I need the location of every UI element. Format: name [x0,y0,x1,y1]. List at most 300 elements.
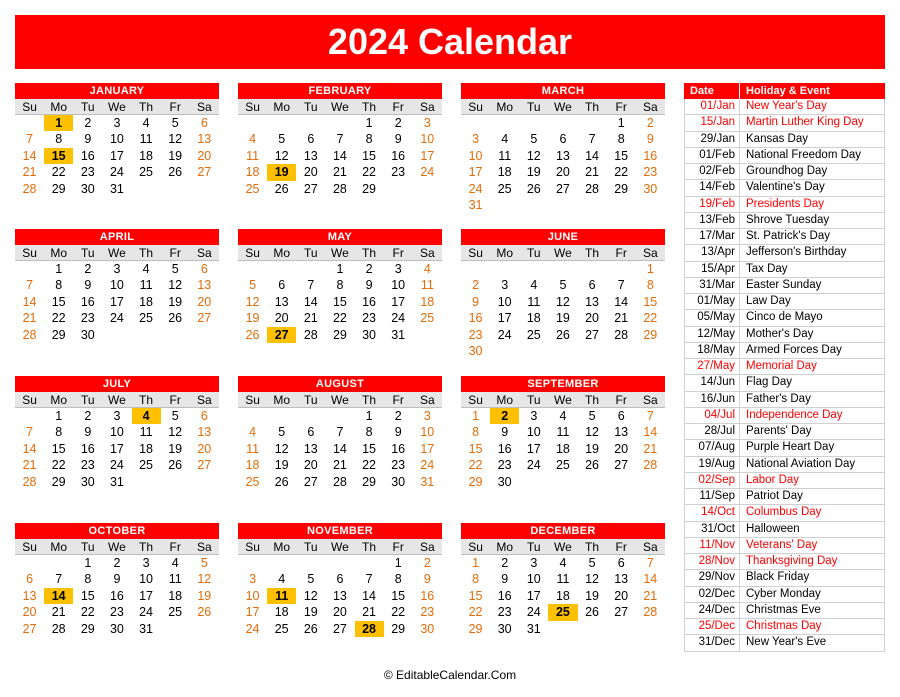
empty-day-cell [461,115,490,131]
week-row [461,131,665,147]
day-cell: 3 [472,132,480,147]
day-cell: 26 [555,327,570,342]
holiday-row [684,505,885,521]
empty-day-cell [15,555,44,571]
weekday-label: We [331,540,349,554]
holiday-date: 19/Feb [684,197,740,212]
weekday-label: Tu [304,246,318,260]
day-cell: 26 [585,458,600,473]
day-cell: 15 [51,294,66,309]
day-cell: 4 [171,556,179,570]
holiday-name: National Aviation Day [740,457,885,472]
day-cell: 23 [109,605,124,620]
empty-day-cell [161,181,190,197]
weekday-label: Tu [527,246,541,260]
day-cell: 20 [22,605,37,620]
day-cell: 27 [22,621,37,636]
day-cell: 25 [555,458,570,473]
day-cell: 5 [249,278,257,293]
day-cell: 15 [362,148,377,163]
weekday-label: Su [468,246,483,260]
day-cell: 18 [420,294,435,309]
day-cell: 27 [303,474,318,489]
weekday-label: Sa [642,100,658,114]
holiday-name: Parents' Day [740,424,885,439]
day-cell: 12 [168,132,183,147]
weekday-label: Tu [304,100,318,114]
weekday-label: Sa [196,393,212,407]
day-cell: 17 [526,588,541,603]
weekday-label: Sa [419,100,435,114]
month-title: JUNE [461,229,665,245]
empty-day-cell [578,261,607,277]
week-row [15,261,219,277]
day-cell: 13 [332,588,347,603]
weekday-label: Th [362,540,377,554]
day-cell: 15 [643,294,658,309]
week-row [461,310,665,326]
day-cell: 12 [585,572,600,587]
weekday-label: Fr [169,246,181,260]
day-cell: 31 [420,474,435,489]
weekday-label: Th [139,393,154,407]
day-cell: 21 [643,588,658,603]
weekday-label: Tu [304,393,318,407]
empty-day-cell [44,555,73,571]
day-cell: 24 [526,605,541,620]
day-cell: 27 [303,181,318,196]
day-cell: 9 [84,132,92,147]
day-cell: 18 [555,588,570,603]
week-row [238,408,442,424]
holiday-date: 01/Feb [684,148,740,163]
day-cell: 1 [472,556,480,570]
week-row [238,588,442,604]
holiday-date: 14/Feb [684,180,740,195]
day-cell: 11 [556,425,570,440]
holiday-row [684,99,885,115]
day-cell: 29 [643,327,658,342]
day-cell: 28 [22,474,37,489]
day-cell: 23 [468,327,483,342]
day-cell: 20 [303,165,318,180]
day-cell: 18 [168,588,183,603]
day-cell: 15 [44,148,73,164]
holiday-date: 02/Feb [684,164,740,179]
month-title: MARCH [461,83,665,99]
weekday-label: Tu [81,540,95,554]
day-cell: 9 [646,132,654,147]
week-row [238,555,442,571]
weekday-label: We [331,393,349,407]
holiday-row [684,343,885,359]
day-cell: 21 [332,165,347,180]
weekday-label: We [331,246,349,260]
day-cell: 26 [168,458,183,473]
day-cell: 8 [365,425,373,440]
weekday-label: Su [468,100,483,114]
day-cell: 8 [84,572,92,587]
week-row [461,343,665,359]
month-november [238,523,442,637]
holiday-date: 24/Dec [684,603,740,618]
day-cell: 14 [22,148,37,163]
weekday-label: We [108,540,126,554]
empty-day-cell [296,555,325,571]
weekday-header [238,99,442,115]
week-row [461,408,665,424]
day-cell: 25 [139,458,154,473]
week-row [15,424,219,440]
weekday-header [238,539,442,555]
day-cell: 8 [55,278,63,293]
week-row [238,604,442,620]
day-cell: 5 [200,556,208,570]
day-cell: 21 [303,311,318,326]
day-cell: 28 [585,181,600,196]
day-cell: 8 [336,278,344,293]
weekday-header [15,539,219,555]
holiday-row [684,424,885,440]
day-cell: 19 [168,294,183,309]
empty-day-cell [490,343,519,359]
day-cell: 20 [614,588,629,603]
holiday-name: Easter Sunday [740,278,885,293]
holiday-row [684,440,885,456]
weekday-label: We [554,100,572,114]
holiday-date: 16/Jun [684,392,740,407]
empty-day-cell [15,261,44,277]
day-cell: 4 [501,132,509,147]
week-row [461,621,665,637]
day-cell: 23 [362,311,377,326]
holiday-name: Columbus Day [740,505,885,520]
empty-day-cell [267,555,296,571]
footer-credit: © EditableCalendar.Com [383,668,517,682]
day-cell: 10 [420,132,435,147]
holiday-row [684,148,885,164]
day-cell: 22 [51,311,66,326]
day-cell: 19 [274,458,289,473]
week-row [15,131,219,147]
day-cell: 21 [22,458,37,473]
day-cell: 2 [472,278,480,293]
day-cell: 14 [22,294,37,309]
day-cell: 17 [497,311,512,326]
empty-day-cell [607,197,636,213]
day-cell: 20 [555,165,570,180]
weekday-label: Su [22,540,37,554]
holiday-date: 19/Aug [684,457,740,472]
day-cell: 11 [267,588,296,604]
empty-day-cell [607,474,636,490]
day-cell: 12 [168,278,183,293]
month-title: JANUARY [15,83,219,99]
day-cell: 15 [362,441,377,456]
week-row [15,181,219,197]
holiday-name: Law Day [740,294,885,309]
month-october [15,523,219,637]
week-row [461,327,665,343]
day-cell: 9 [501,572,509,587]
week-row [238,294,442,310]
month-title: MAY [238,229,442,245]
empty-day-cell [578,621,607,637]
empty-day-cell [519,115,548,131]
day-cell: 1 [617,116,625,130]
day-cell: 28 [22,181,37,196]
weekday-header [238,245,442,261]
week-row [238,327,442,343]
day-cell: 26 [245,327,260,342]
day-cell: 6 [617,409,625,423]
empty-day-cell [607,343,636,359]
holiday-name: Halloween [740,522,885,537]
weekday-label: Th [139,246,154,260]
day-cell: 7 [365,572,373,587]
month-january [15,83,219,197]
day-cell: 30 [80,181,95,196]
week-row [461,457,665,473]
empty-day-cell [490,261,519,277]
weekday-label: Tu [81,246,95,260]
empty-day-cell [325,115,354,131]
day-cell: 14 [44,588,73,604]
weekday-label: Th [585,540,600,554]
day-cell: 4 [132,408,161,424]
day-cell: 16 [497,588,512,603]
day-cell: 12 [168,425,183,440]
day-cell: 14 [332,148,347,163]
day-cell: 30 [643,181,658,196]
weekday-label: Th [585,246,600,260]
weekday-label: Su [245,393,260,407]
week-row [238,310,442,326]
day-cell: 19 [555,311,570,326]
day-cell: 15 [332,294,347,309]
holiday-name: Shrove Tuesday [740,213,885,228]
day-cell: 18 [245,458,260,473]
day-cell: 9 [423,572,431,587]
weekday-label: Tu [527,540,541,554]
week-row [15,164,219,180]
holiday-name: Labor Day [740,473,885,488]
day-cell: 21 [22,311,37,326]
holiday-date: 01/Jan [684,99,740,114]
day-cell: 5 [171,262,179,276]
day-cell: 9 [84,278,92,293]
weekday-label: Fr [392,540,404,554]
day-cell: 29 [391,621,406,636]
day-cell: 26 [274,474,289,489]
day-cell: 6 [336,572,344,587]
weekday-header [15,99,219,115]
empty-day-cell [15,115,44,131]
day-cell: 24 [468,181,483,196]
holiday-name: Christmas Eve [740,603,885,618]
page-title: 2024 Calendar [15,15,885,69]
holiday-name: Jefferson's Birthday [740,245,885,260]
day-cell: 5 [588,409,596,423]
holiday-name: Cyber Monday [740,587,885,602]
holiday-name: Valentine's Day [740,180,885,195]
day-cell: 20 [614,441,629,456]
day-cell: 17 [468,165,483,180]
empty-day-cell [578,343,607,359]
empty-day-cell [325,408,354,424]
day-cell: 5 [171,409,179,423]
day-cell: 10 [391,278,406,293]
empty-day-cell [519,261,548,277]
day-cell: 13 [22,588,37,603]
weekday-label: Fr [392,100,404,114]
day-cell: 2 [490,408,519,424]
weekday-label: Mo [273,100,291,114]
day-cell: 24 [109,311,124,326]
day-cell: 26 [168,311,183,326]
week-row [238,277,442,293]
day-cell: 12 [585,425,600,440]
week-row [238,131,442,147]
day-cell: 1 [84,556,92,570]
empty-day-cell [161,327,190,343]
day-cell: 19 [585,441,600,456]
holiday-date: 29/Nov [684,570,740,585]
holiday-name: Martin Luther King Day [740,115,885,130]
day-cell: 29 [51,181,66,196]
weekday-label: Mo [496,540,514,554]
day-cell: 15 [614,148,629,163]
holiday-row [684,538,885,554]
empty-day-cell [132,474,161,490]
day-cell: 29 [362,181,377,196]
day-cell: 27 [555,181,570,196]
month-april [15,229,219,343]
week-row [238,148,442,164]
holiday-date: 14/Oct [684,505,740,520]
empty-day-cell [413,327,442,343]
holiday-date: 17/Mar [684,229,740,244]
day-cell: 24 [109,165,124,180]
holiday-row [684,245,885,261]
weekday-label: Sa [419,393,435,407]
weekday-label: Mo [496,393,514,407]
week-row [15,604,219,620]
day-cell: 7 [307,278,315,293]
empty-day-cell [548,261,577,277]
day-cell: 5 [307,572,315,587]
weekday-label: Th [362,246,377,260]
holiday-row [684,570,885,586]
day-cell: 27 [197,165,212,180]
empty-day-cell [548,115,577,131]
holiday-name: Purple Heart Day [740,440,885,455]
day-cell: 11 [246,441,260,456]
day-cell: 16 [80,148,95,163]
day-cell: 23 [420,605,435,620]
day-cell: 22 [51,165,66,180]
day-cell: 18 [139,441,154,456]
day-cell: 7 [617,278,625,293]
day-cell: 4 [142,116,150,130]
day-cell: 1 [336,262,344,276]
week-row [238,261,442,277]
day-cell: 29 [468,621,483,636]
holiday-row [684,213,885,229]
weekday-label: Sa [642,393,658,407]
weekday-label: Th [585,393,600,407]
day-cell: 14 [22,441,37,456]
month-title: AUGUST [238,376,442,392]
day-cell: 27 [614,605,629,620]
weekday-label: Su [22,393,37,407]
day-cell: 8 [55,425,63,440]
day-cell: 14 [362,588,377,603]
day-cell: 11 [527,294,541,309]
day-cell: 2 [84,262,92,276]
month-may [238,229,442,343]
day-cell: 22 [332,311,347,326]
day-cell: 6 [559,132,567,147]
day-cell: 25 [245,474,260,489]
day-cell: 15 [468,588,483,603]
day-cell: 8 [472,572,480,587]
day-cell: 6 [588,278,596,293]
weekday-label: Mo [50,100,68,114]
day-cell: 6 [200,262,208,276]
empty-day-cell [490,197,519,213]
day-cell: 13 [197,425,212,440]
day-cell: 29 [614,181,629,196]
holiday-row [684,197,885,213]
day-cell: 15 [51,441,66,456]
weekday-header [461,392,665,408]
weekday-label: Fr [615,246,627,260]
day-cell: 20 [197,294,212,309]
holiday-row [684,229,885,245]
day-cell: 16 [643,148,658,163]
day-cell: 30 [362,327,377,342]
day-cell: 17 [526,441,541,456]
empty-day-cell [296,408,325,424]
holiday-date: 31/Mar [684,278,740,293]
holiday-name: Tax Day [740,262,885,277]
holiday-date: 02/Sep [684,473,740,488]
holiday-date: 11/Nov [684,538,740,553]
day-cell: 30 [80,327,95,342]
day-cell: 3 [530,556,538,570]
empty-day-cell [519,343,548,359]
weekday-label: Tu [527,100,541,114]
day-cell: 24 [497,327,512,342]
day-cell: 10 [497,294,512,309]
day-cell: 21 [332,458,347,473]
day-cell: 25 [548,604,577,620]
day-cell: 1 [365,116,373,130]
empty-day-cell [161,474,190,490]
day-cell: 10 [468,148,483,163]
holiday-date: 15/Apr [684,262,740,277]
day-cell: 24 [420,165,435,180]
day-cell: 11 [139,132,153,147]
holiday-row [684,554,885,570]
weekday-label: Th [139,100,154,114]
empty-day-cell [355,555,384,571]
day-cell: 28 [332,474,347,489]
day-cell: 19 [303,605,318,620]
day-cell: 8 [646,278,654,293]
month-title: JULY [15,376,219,392]
